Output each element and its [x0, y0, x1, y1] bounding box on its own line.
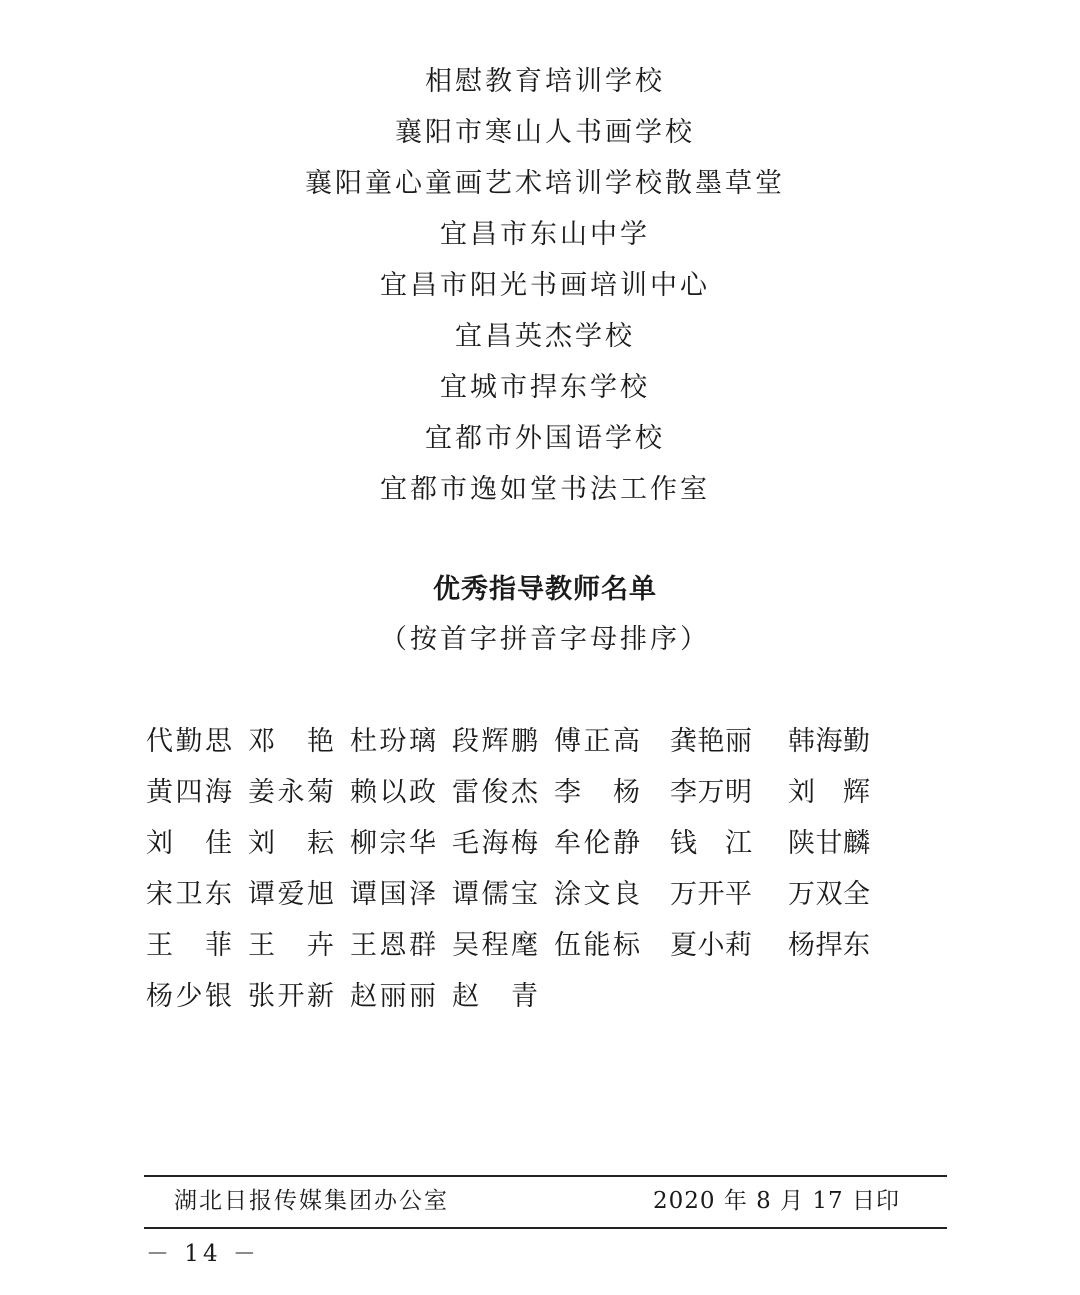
- teacher-name: 张 开 新: [248, 981, 334, 1012]
- teacher-name: 谭 儒 宝: [452, 879, 538, 910]
- teacher-name: 毛 海 梅: [452, 828, 538, 859]
- teacher-name: 陕 甘 麟: [788, 828, 870, 859]
- teacher-name: 夏 小 莉: [670, 930, 752, 961]
- teacher-name: 韩 海 勤: [788, 726, 870, 757]
- school-name: 宜都市逸如堂书法工作室: [380, 474, 710, 505]
- teacher-name: 杨 少 银: [146, 981, 232, 1012]
- teacher-name: 傅 正 高: [554, 726, 640, 757]
- teacher-name: 李 杨: [554, 777, 640, 808]
- school-name: 宜昌英杰学校: [455, 321, 635, 352]
- teacher-name: 姜 永 菊: [248, 777, 334, 808]
- school-name: 宜都市外国语学校: [425, 423, 665, 454]
- school-name: 相慰教育培训学校: [425, 66, 665, 97]
- school-name: 宜昌市东山中学: [440, 219, 650, 250]
- teacher-name: 王 恩 群: [350, 930, 436, 961]
- school-list: [0, 56, 1080, 515]
- teacher-name: 王 菲: [146, 930, 232, 961]
- school-name: 宜昌市阳光书画培训中心: [380, 270, 710, 301]
- teacher-name: 邓 艳: [248, 726, 334, 757]
- teacher-name: 王 卉: [248, 930, 334, 961]
- teacher-name: 钱 江: [670, 828, 752, 859]
- teacher-name: 刘 辉: [788, 777, 870, 808]
- section-subtitle: （按首字拼音字母排序）: [380, 624, 710, 655]
- footer-office: 湖北日报传媒集团办公室: [174, 1188, 449, 1214]
- teacher-name: 涂 文 良: [554, 879, 640, 910]
- teacher-name: 吴 程 麾: [452, 930, 538, 961]
- teacher-name-grid: [146, 716, 946, 1022]
- school-name: 襄阳童心童画艺术培训学校散墨草堂: [305, 168, 785, 199]
- teacher-name: 代 勤 思: [146, 726, 232, 757]
- teacher-name: 杜 玢 璃: [350, 726, 436, 757]
- footer-print-date: 2020 年 8 月 17 日印: [653, 1188, 900, 1214]
- footer-rule-bottom: [144, 1227, 947, 1229]
- teacher-name: 龚 艳 丽: [670, 726, 752, 757]
- teacher-name: 宋 卫 东: [146, 879, 232, 910]
- footer-rule-top: [144, 1175, 947, 1177]
- teacher-name: 伍 能 标: [554, 930, 640, 961]
- teacher-name: 赵 青: [452, 981, 538, 1012]
- teacher-name: 赖 以 政: [350, 777, 436, 808]
- teacher-name: 牟 伦 静: [554, 828, 640, 859]
- teacher-name: 李 万 明: [670, 777, 752, 808]
- teacher-name: 谭 爱 旭: [248, 879, 334, 910]
- teacher-name: 刘 耘: [248, 828, 334, 859]
- teacher-name: 万 开 平: [670, 879, 752, 910]
- school-name: 襄阳市寒山人书画学校: [395, 117, 695, 148]
- teacher-name: 杨 捍 东: [788, 930, 870, 961]
- teacher-name: 雷 俊 杰: [452, 777, 538, 808]
- section-title: 优秀指导教师名单: [433, 574, 657, 605]
- teacher-name: 刘 佳: [146, 828, 232, 859]
- page-number: － 14 －: [146, 1241, 260, 1267]
- school-name: 宜城市捍东学校: [440, 372, 650, 403]
- teacher-name: 赵 丽 丽: [350, 981, 436, 1012]
- teacher-name: 黄 四 海: [146, 777, 232, 808]
- teacher-name: 谭 国 泽: [350, 879, 436, 910]
- teacher-name: 万 双 全: [788, 879, 870, 910]
- teacher-name: 段 辉 鹏: [452, 726, 538, 757]
- teacher-name: 柳 宗 华: [350, 828, 436, 859]
